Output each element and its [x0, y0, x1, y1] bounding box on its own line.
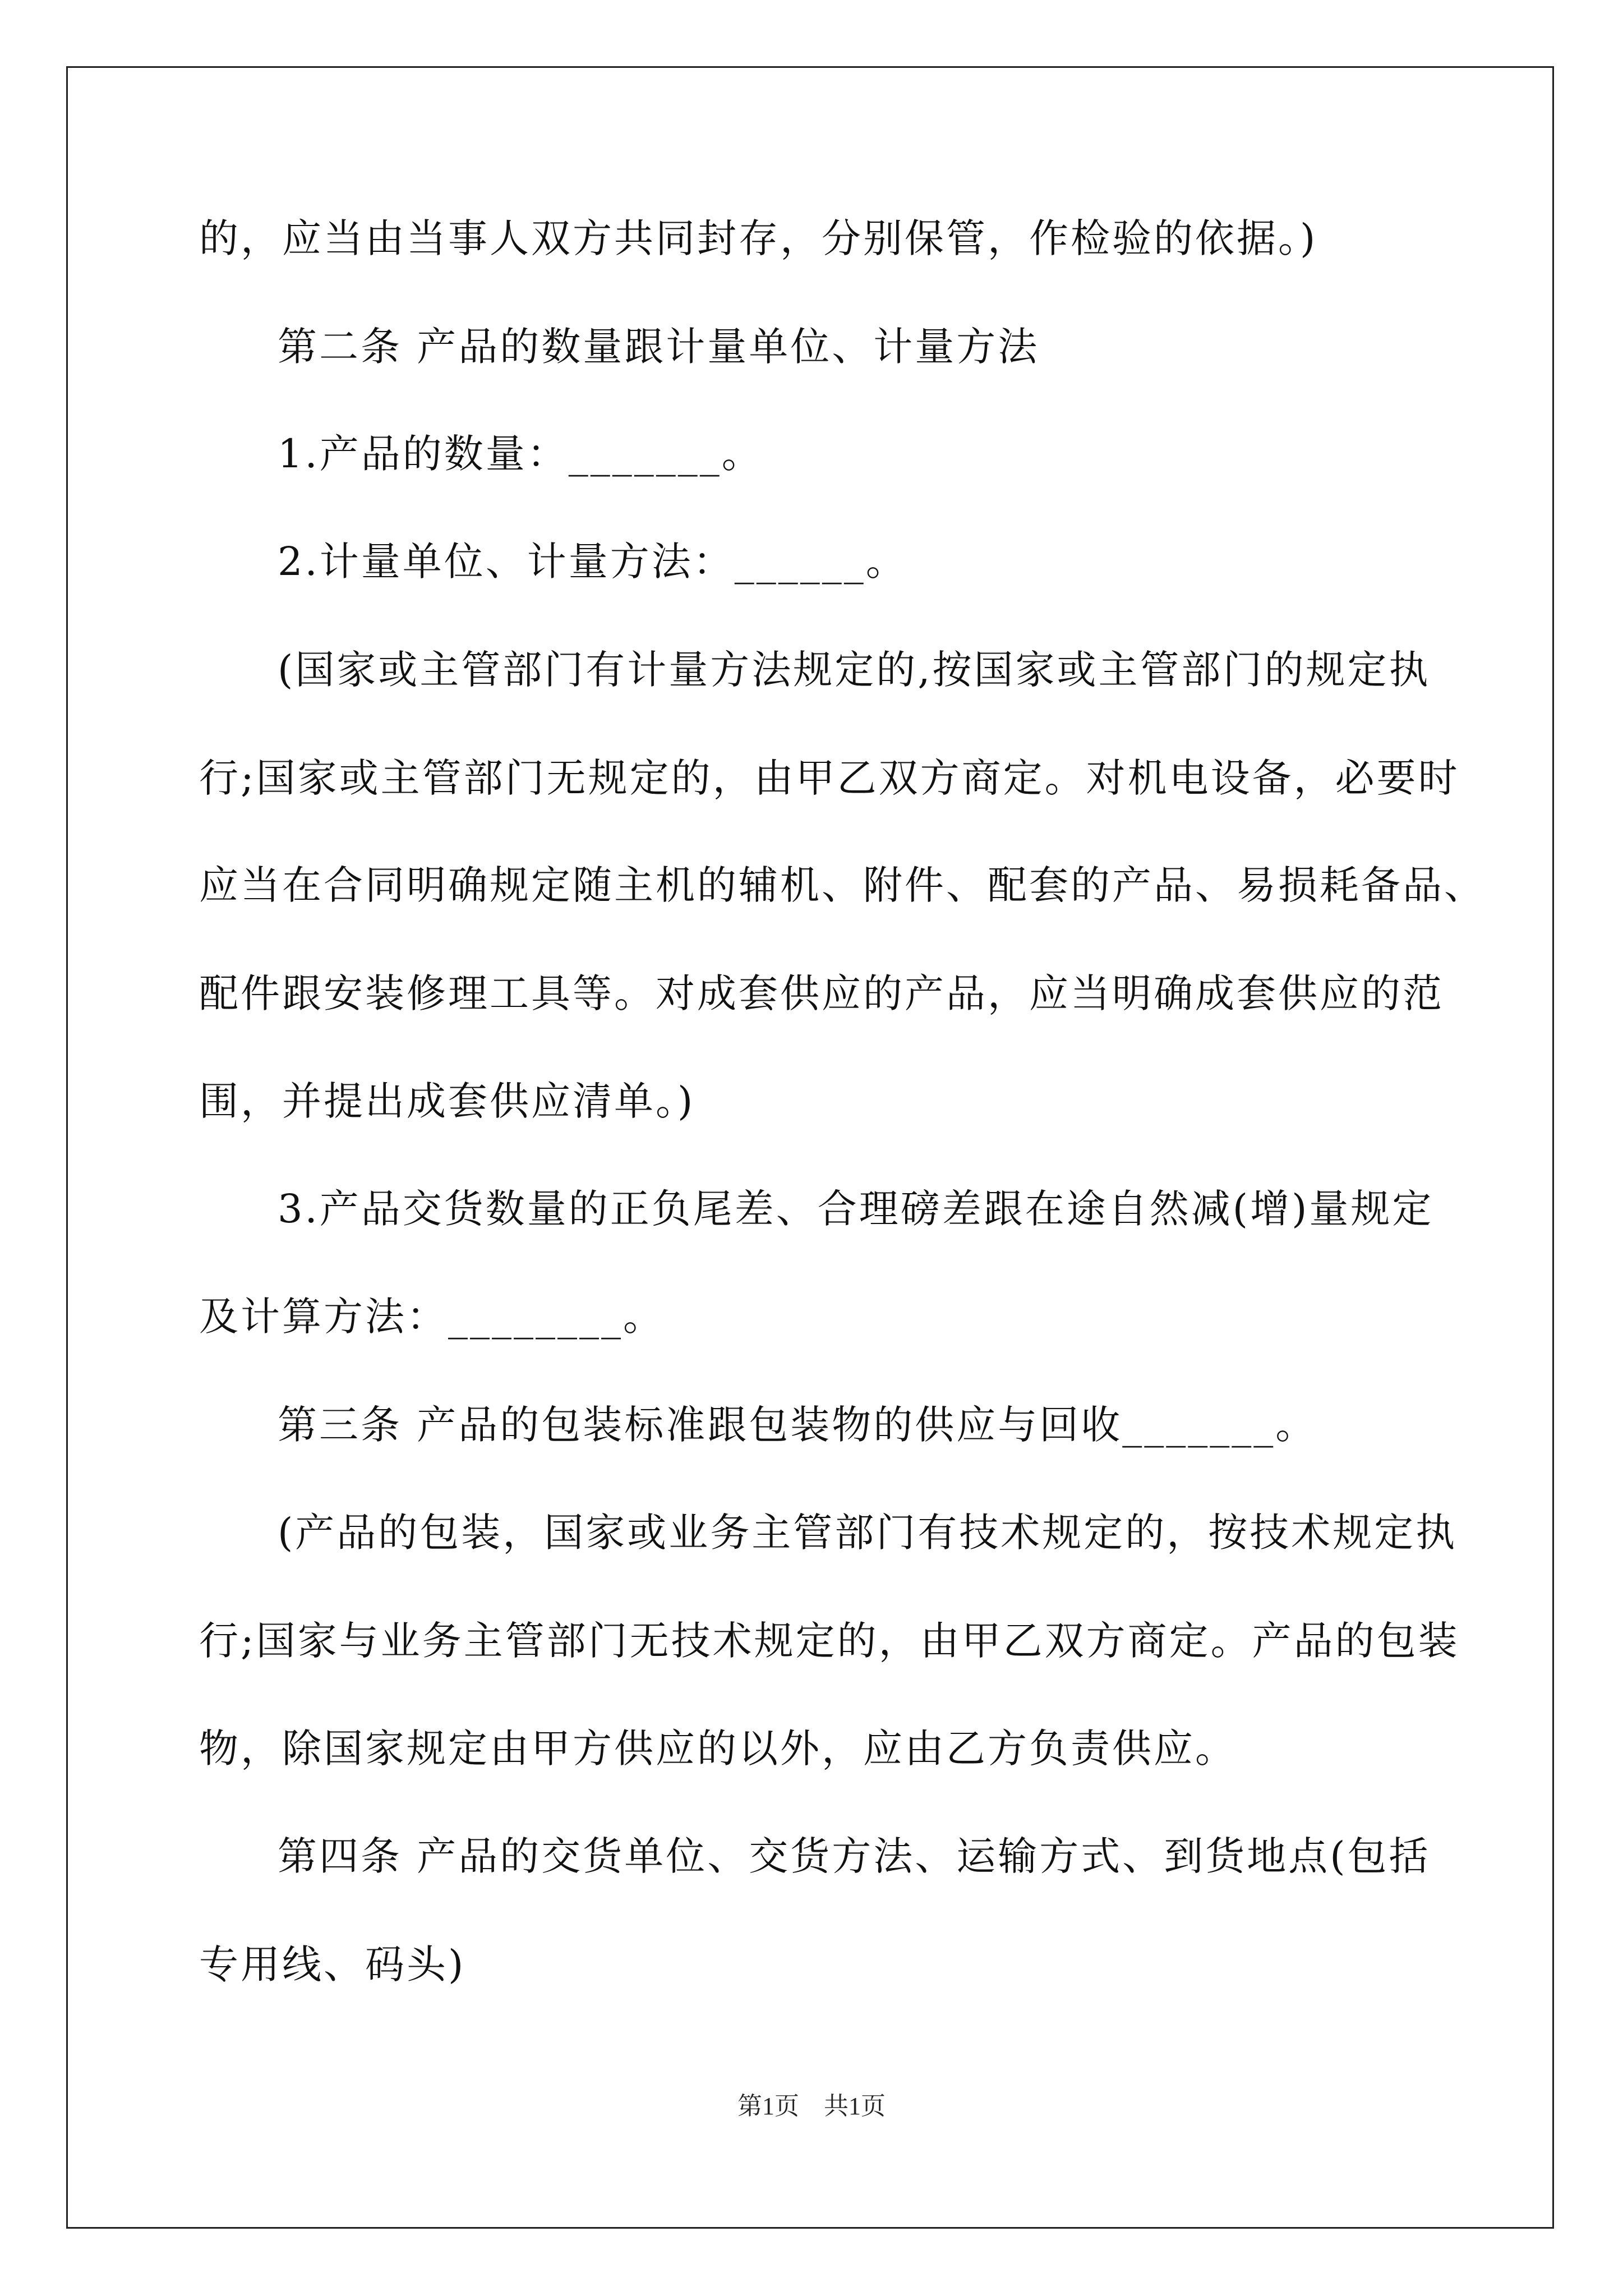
text-line-9: 围，并提出成套供应清单。)	[199, 1078, 695, 1124]
text-line-5: (国家或主管部门有计量方法规定的,按国家或主管部门的规定执	[278, 647, 1431, 693]
text-line-17: 专用线、码头)	[199, 1941, 466, 1987]
text-line-10: 3.产品交货数量的正负尾差、合理磅差跟在途自然减(增)量规定	[278, 1186, 1434, 1232]
text-line-1: 的，应当由当事人双方共同封存，分别保管，作检验的依据。)	[199, 215, 1318, 261]
page-number-footer: 第1页 共1页	[737, 2092, 886, 2120]
text-line-3: 1.产品的数量：_______。	[278, 431, 763, 477]
article-3-heading: 第三条 产品的包装标准跟包装物的供应与回收_______。	[278, 1402, 1317, 1448]
text-line-8: 配件跟安装修理工具等。对成套供应的产品，应当明确成套供应的范	[199, 970, 1444, 1016]
article-2-heading: 第二条 产品的数量跟计量单位、计量方法	[278, 324, 1040, 370]
text-line-14: 行;国家与业务主管部门无技术规定的，由甲乙双方商定。产品的包装	[199, 1618, 1460, 1664]
text-line-4: 2.计量单位、计量方法：______。	[278, 539, 907, 585]
text-line-7: 应当在合同明确规定随主机的辅机、附件、配套的产品、易损耗备品、	[199, 862, 1486, 908]
text-line-13: (产品的包装，国家或业务主管部门有技术规定的，按技术规定执	[278, 1510, 1458, 1556]
text-line-6: 行;国家或主管部门无规定的，由甲乙双方商定。对机电设备，必要时	[199, 755, 1460, 801]
text-line-11: 及计算方法：________。	[199, 1294, 665, 1340]
text-line-15: 物，除国家规定由甲方供应的以外，应由乙方负责供应。	[199, 1726, 1237, 1772]
page-frame	[66, 66, 1554, 2229]
article-4-heading: 第四条 产品的交货单位、交货方法、运输方式、到货地点(包括	[278, 1833, 1431, 1879]
